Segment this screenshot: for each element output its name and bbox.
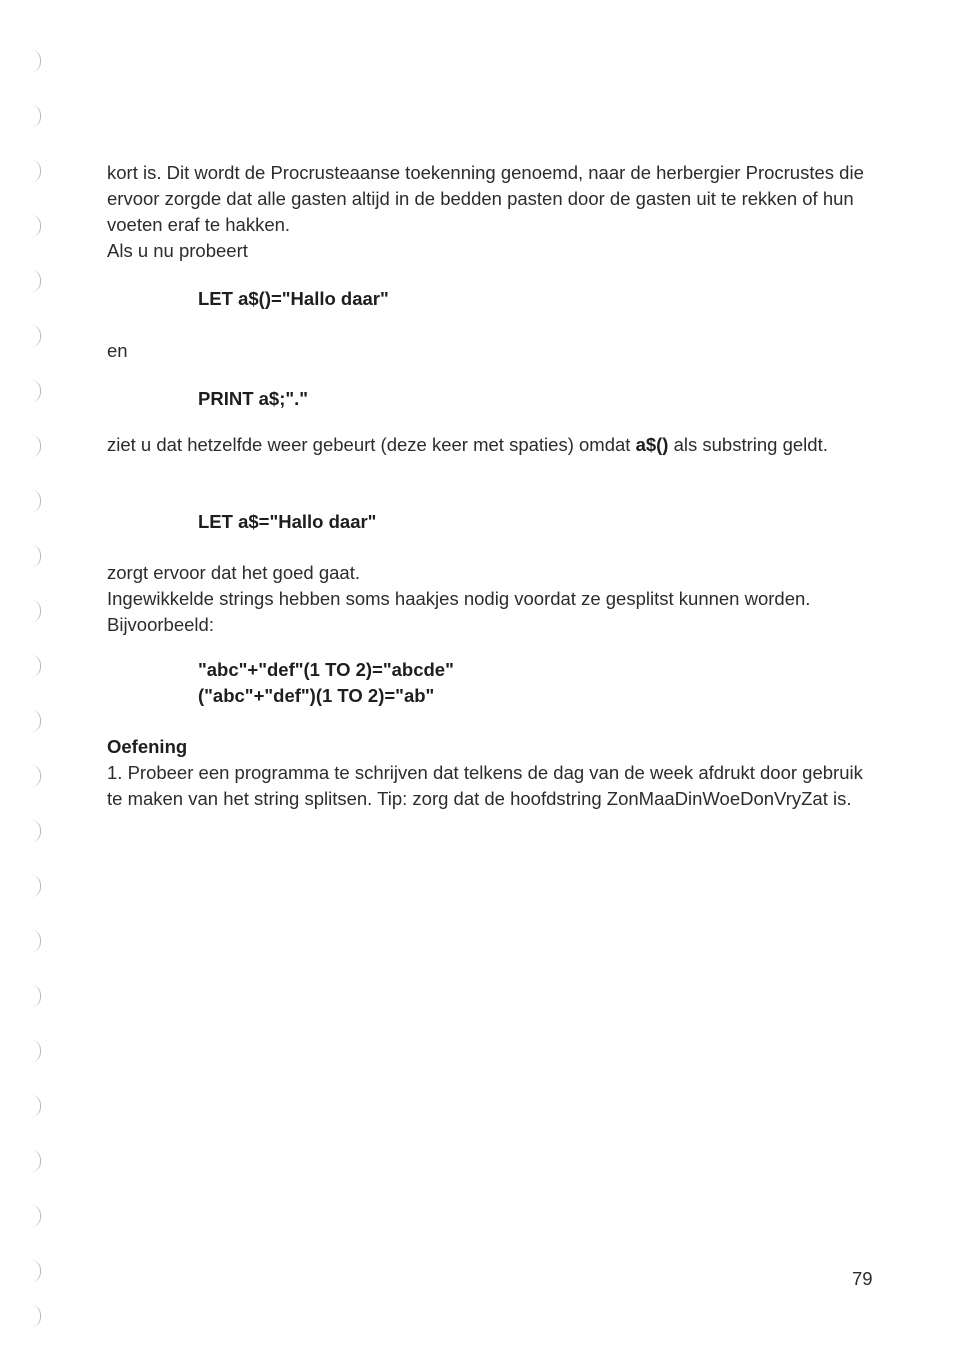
paragraph-procrustes: kort is. Dit wordt de Procrusteaanse toekenning genoemd, naar de herbergier Procrustes die ervoor zorgde dat alle gasten altijd in de bedden pasten door de gasten uit te rekken of hun voeten eraf te hakken. <box>107 162 864 235</box>
binding-mark <box>30 820 41 842</box>
paragraph-substring-start: ziet u dat hetzelfde weer gebeurt (deze keer met spaties) omdat <box>107 434 636 455</box>
intro-text <box>107 160 873 264</box>
paragraph-brackets: Ingewikkelde strings hebben soms haakjes nodig voordat ze gesplitst kunnen worden. <box>107 588 811 609</box>
binding-mark <box>30 710 41 732</box>
binding-mark <box>30 50 41 72</box>
binding-mark <box>30 435 41 457</box>
paragraph-try: Als u nu probeert <box>107 240 248 261</box>
page-number: 79 <box>852 1268 873 1289</box>
binding-mark <box>30 215 41 237</box>
conjunction-text: en <box>107 340 128 361</box>
binding-mark <box>30 655 41 677</box>
binding-mark <box>30 985 41 1007</box>
binding-mark <box>30 1260 41 1282</box>
paragraph-example: Bijvoorbeeld: <box>107 614 214 635</box>
paragraph-works: zorgt ervoor dat het goed gaat. <box>107 562 361 583</box>
inline-code-substring: a$() <box>635 434 669 455</box>
binding-mark <box>30 160 41 182</box>
exercise-section <box>107 734 873 812</box>
binding-mark <box>30 270 41 292</box>
binding-mark <box>30 490 41 512</box>
code-line-print: PRINT a$;"." <box>198 388 309 409</box>
binding-mark <box>30 1095 41 1117</box>
binding-mark <box>30 765 41 787</box>
binding-mark <box>30 1205 41 1227</box>
code-line-example-2: ("abc"+"def")(1 TO 2)="ab" <box>198 685 435 706</box>
binding-mark <box>30 1040 41 1062</box>
code-line-let-substring: LET a$()="Hallo daar" <box>198 288 389 309</box>
binding-mark <box>30 1150 41 1172</box>
binding-mark <box>30 325 41 347</box>
binding-mark <box>30 600 41 622</box>
exercise-heading: Oefening <box>107 736 188 757</box>
binding-mark <box>30 105 41 127</box>
string-slicing-text <box>107 560 873 638</box>
code-line-example-1: "abc"+"def"(1 TO 2)="abcde" <box>198 659 454 680</box>
binding-mark <box>30 875 41 897</box>
substring-explanation <box>107 432 873 458</box>
exercise-text: 1. Probeer een programma te schrijven dat telkens de dag van de week afdrukt door gebruik te maken van het string splitsen. Tip: zorg dat de hoofdstring ZonMaaDinWoeDonVryZat is. <box>107 762 863 809</box>
binding-mark <box>30 545 41 567</box>
code-line-let-string: LET a$="Hallo daar" <box>198 511 377 532</box>
paragraph-substring-end: als substring geldt. <box>668 434 828 455</box>
binding-mark <box>30 1305 41 1327</box>
binding-marks <box>30 40 50 1330</box>
paragraph-substring <box>107 432 873 458</box>
binding-mark <box>30 930 41 952</box>
binding-mark <box>30 380 41 402</box>
